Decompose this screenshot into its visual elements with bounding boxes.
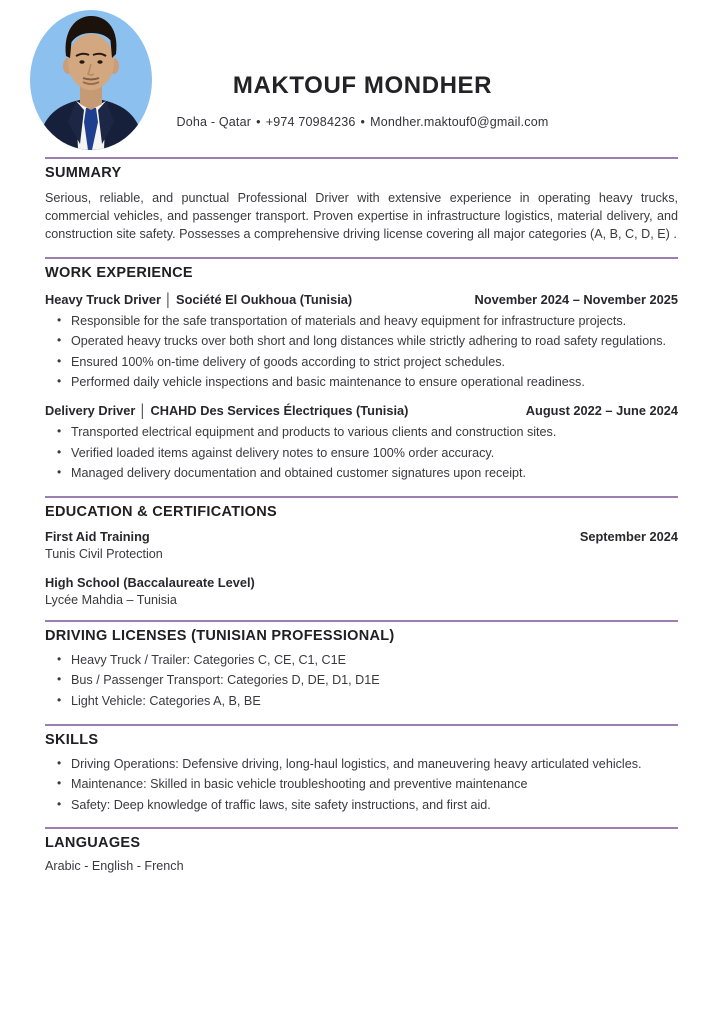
- bullet-item: • Operated heavy trucks over both short and long distances while strictly adhering to road safety regulations.: [57, 333, 678, 351]
- bullet-item: • Driving Operations: Defensive driving, long-haul logistics, and maneuvering heavy articulated vehicles.: [57, 756, 678, 774]
- section-languages: [45, 827, 678, 873]
- education-org: Tunis Civil Protection: [45, 546, 163, 561]
- contact-line: [0, 115, 725, 129]
- contact-separator: •: [360, 115, 366, 129]
- education-entry: [45, 529, 678, 561]
- section-summary: [45, 157, 678, 244]
- section-skills: [45, 724, 678, 815]
- education-entry: [45, 575, 678, 607]
- bullet-item: • Transported electrical equipment and products to various clients and construction sites.: [57, 424, 678, 442]
- bullet-item: • Heavy Truck / Trailer: Categories C, CE, C1, C1E: [57, 652, 678, 670]
- job-title: Heavy Truck Driver │ Société El Oukhoua (Tunisia): [45, 291, 353, 307]
- job-dates: November 2024 – November 2025: [474, 291, 678, 307]
- bullet-item: • Maintenance: Skilled in basic vehicle troubleshooting and preventive maintenance: [57, 776, 678, 794]
- bullet-item: • Verified loaded items against delivery notes to ensure 100% order accuracy.: [57, 445, 678, 463]
- bullet-item: • Bus / Passenger Transport: Categories D, DE, D1, D1E: [57, 672, 678, 690]
- section-driving-licenses: [45, 620, 678, 711]
- license-bullet-list: [45, 652, 678, 711]
- candidate-name: MAKTOUF MONDHER: [232, 72, 493, 99]
- job-entry: [45, 403, 678, 483]
- section-title: SUMMARY: [45, 165, 122, 181]
- section-education: [45, 496, 678, 607]
- job-title: Delivery Driver │ CHAHD Des Services Électriques (Tunisia): [45, 402, 409, 418]
- bullet-item: • Light Vehicle: Categories A, B, BE: [57, 693, 678, 711]
- education-date: September 2024: [579, 528, 678, 544]
- job-entry: [45, 292, 678, 392]
- contact-separator: •: [256, 115, 261, 129]
- contact-phone: +974 70984236: [265, 115, 356, 129]
- education-org: Lycée Mahdia – Tunisia: [45, 592, 177, 607]
- bullet-item: • Performed daily vehicle inspections and basic maintenance to ensure operational readiness.: [57, 374, 678, 392]
- header-text-block: [0, 72, 725, 129]
- summary-text: Serious, reliable, and punctual Professional Driver with extensive experience in operating heavy trucks, commercial vehicles, and passenger transport. Proven expertise in infrastructure logistics, material delivery, and construction site safety. Possesses a comprehensive driving license covering all major categories (A, B, C, D, E) .: [45, 191, 678, 242]
- bullet-item: • Responsible for the safe transportation of materials and heavy equipment for infrastructure projects.: [57, 313, 678, 331]
- section-title: WORK EXPERIENCE: [45, 264, 193, 281]
- education-name: First Aid Training: [45, 528, 150, 544]
- section-title: LANGUAGES: [45, 835, 141, 852]
- skills-bullet-list: [45, 756, 678, 815]
- languages-text: Arabic - English - French: [45, 859, 184, 874]
- resume-body: [45, 157, 678, 873]
- job-bullet-list: [45, 424, 678, 483]
- contact-location: Doha - Qatar: [176, 115, 252, 129]
- resume-header: [0, 0, 725, 157]
- bullet-item: • Managed delivery documentation and obtained customer signatures upon receipt.: [57, 465, 678, 483]
- education-name: High School (Baccalaureate Level): [45, 574, 255, 590]
- section-work-experience: [45, 257, 678, 483]
- bullet-item: • Safety: Deep knowledge of traffic laws, site safety instructions, and first aid.: [57, 797, 678, 815]
- bullet-item: • Ensured 100% on-time delivery of goods according to strict project schedules.: [57, 354, 678, 372]
- contact-email: Mondher.maktouf0@gmail.com: [370, 115, 549, 129]
- job-bullet-list: [45, 313, 678, 392]
- section-title: EDUCATION & CERTIFICATIONS: [45, 503, 278, 520]
- section-title: DRIVING LICENSES (TUNISIAN PROFESSIONAL): [45, 627, 395, 644]
- section-title: SKILLS: [45, 731, 99, 748]
- job-dates: August 2022 – June 2024: [525, 402, 678, 418]
